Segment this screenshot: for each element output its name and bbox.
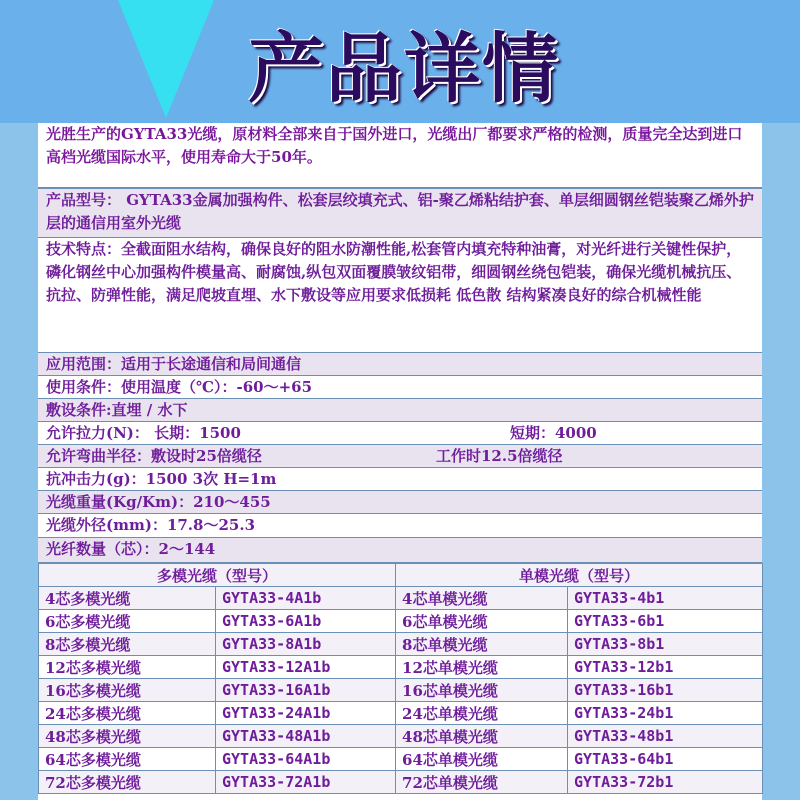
multimode-model-cell: GYTA33-6A1b xyxy=(216,610,396,633)
singlemode-model-cell: GYTA33-24b1 xyxy=(568,702,763,725)
page-title: 产品详情 xyxy=(248,24,560,113)
multimode-model-cell: GYTA33-24A1b xyxy=(216,702,396,725)
multimode-model-cell: GYTA33-4A1b xyxy=(216,587,396,610)
table-row xyxy=(39,725,763,748)
header-multimode: 多模光缆（型号） xyxy=(39,564,396,587)
singlemode-model-cell: GYTA33-48b1 xyxy=(568,725,763,748)
table-row xyxy=(39,587,763,610)
spec-panel xyxy=(38,123,762,800)
header-banner xyxy=(0,0,800,123)
table-header-row xyxy=(39,564,763,587)
multimode-model-cell: GYTA33-64A1b xyxy=(216,748,396,771)
spec-tension-short: 短期：4000 xyxy=(510,424,597,442)
singlemode-model-cell: GYTA33-8b1 xyxy=(568,633,763,656)
spec-bend-row xyxy=(38,445,762,468)
multimode-name-cell: 64芯多模光缆 xyxy=(39,748,216,771)
singlemode-name-cell: 8芯单模光缆 xyxy=(396,633,568,656)
spec-features: 技术特点：全截面阻水结构，确保良好的阻水防潮性能,松套管内填充特种油膏，对光纤进行关键性保护，磷化钢丝中心加强构件模量高、耐腐蚀,纵包双面覆膜皱纹铝带，细圆钢丝绕包铠装，确保光缆机械抗压、抗拉、防弹性能，满足爬坡直埋、水下敷设等应用要求低损耗 低色散 结构紧凑良好的综合机械性能 xyxy=(38,238,762,353)
table-row xyxy=(39,679,763,702)
spec-bend-working: 工作时12.5倍缆径 xyxy=(436,447,563,465)
multimode-model-cell: GYTA33-12A1b xyxy=(216,656,396,679)
multimode-model-cell: GYTA33-8A1b xyxy=(216,633,396,656)
spec-weight: 光缆重量(Kg/Km)：210～455 xyxy=(38,491,762,514)
multimode-name-cell: 48芯多模光缆 xyxy=(39,725,216,748)
spec-bend-laying: 允许弯曲半径：敷设时25倍缆径 xyxy=(46,447,262,465)
spec-tension-long: 允许拉力(N)： 长期：1500 xyxy=(46,424,241,442)
intro-text: 光胜生产的GYTA33光缆，原材料全部来自于国外进口，光缆出厂都要求严格的检测，质量完全达到进口高档光缆国际水平，使用寿命大于50年。 xyxy=(38,123,762,189)
model-table xyxy=(38,563,763,794)
multimode-model-cell: GYTA33-48A1b xyxy=(216,725,396,748)
spec-fiber-count: 光纤数量（芯）：2～144 xyxy=(38,538,762,563)
singlemode-model-cell: GYTA33-12b1 xyxy=(568,656,763,679)
spec-diameter: 光缆外径(mm)：17.8～25.3 xyxy=(38,514,762,538)
singlemode-name-cell: 24芯单模光缆 xyxy=(396,702,568,725)
singlemode-model-cell: GYTA33-16b1 xyxy=(568,679,763,702)
multimode-name-cell: 4芯多模光缆 xyxy=(39,587,216,610)
singlemode-name-cell: 72芯单模光缆 xyxy=(396,771,568,794)
multimode-name-cell: 12芯多模光缆 xyxy=(39,656,216,679)
singlemode-model-cell: GYTA33-4b1 xyxy=(568,587,763,610)
singlemode-model-cell: GYTA33-72b1 xyxy=(568,771,763,794)
spec-application: 应用范围：适用于长途通信和局间通信 xyxy=(38,353,762,376)
singlemode-name-cell: 6芯单模光缆 xyxy=(396,610,568,633)
singlemode-name-cell: 48芯单模光缆 xyxy=(396,725,568,748)
table-row xyxy=(39,771,763,794)
singlemode-name-cell: 16芯单模光缆 xyxy=(396,679,568,702)
spec-tension-row xyxy=(38,422,762,445)
table-row xyxy=(39,656,763,679)
table-row xyxy=(39,748,763,771)
multimode-model-cell: GYTA33-72A1b xyxy=(216,771,396,794)
spec-model: 产品型号： GYTA33金属加强构件、松套层绞填充式、铝-聚乙烯粘结护套、单层细圆钢丝铠装聚乙烯外护层的通信用室外光缆 xyxy=(38,189,762,238)
multimode-name-cell: 6芯多模光缆 xyxy=(39,610,216,633)
singlemode-name-cell: 64芯单模光缆 xyxy=(396,748,568,771)
singlemode-model-cell: GYTA33-6b1 xyxy=(568,610,763,633)
singlemode-name-cell: 12芯单模光缆 xyxy=(396,656,568,679)
triangle-decoration xyxy=(118,0,214,118)
table-row xyxy=(39,702,763,725)
spec-laying: 敷设条件:直埋 / 水下 xyxy=(38,399,762,422)
header-singlemode: 单模光缆（型号） xyxy=(396,564,763,587)
multimode-name-cell: 8芯多模光缆 xyxy=(39,633,216,656)
multimode-name-cell: 24芯多模光缆 xyxy=(39,702,216,725)
multimode-name-cell: 72芯多模光缆 xyxy=(39,771,216,794)
singlemode-name-cell: 4芯单模光缆 xyxy=(396,587,568,610)
singlemode-model-cell: GYTA33-64b1 xyxy=(568,748,763,771)
table-row xyxy=(39,610,763,633)
multimode-model-cell: GYTA33-16A1b xyxy=(216,679,396,702)
table-row xyxy=(39,633,763,656)
multimode-name-cell: 16芯多模光缆 xyxy=(39,679,216,702)
spec-conditions: 使用条件：使用温度（℃）：-60～+65 xyxy=(38,376,762,399)
spec-impact: 抗冲击力(g)：1500 3次 H=1m xyxy=(38,468,762,491)
